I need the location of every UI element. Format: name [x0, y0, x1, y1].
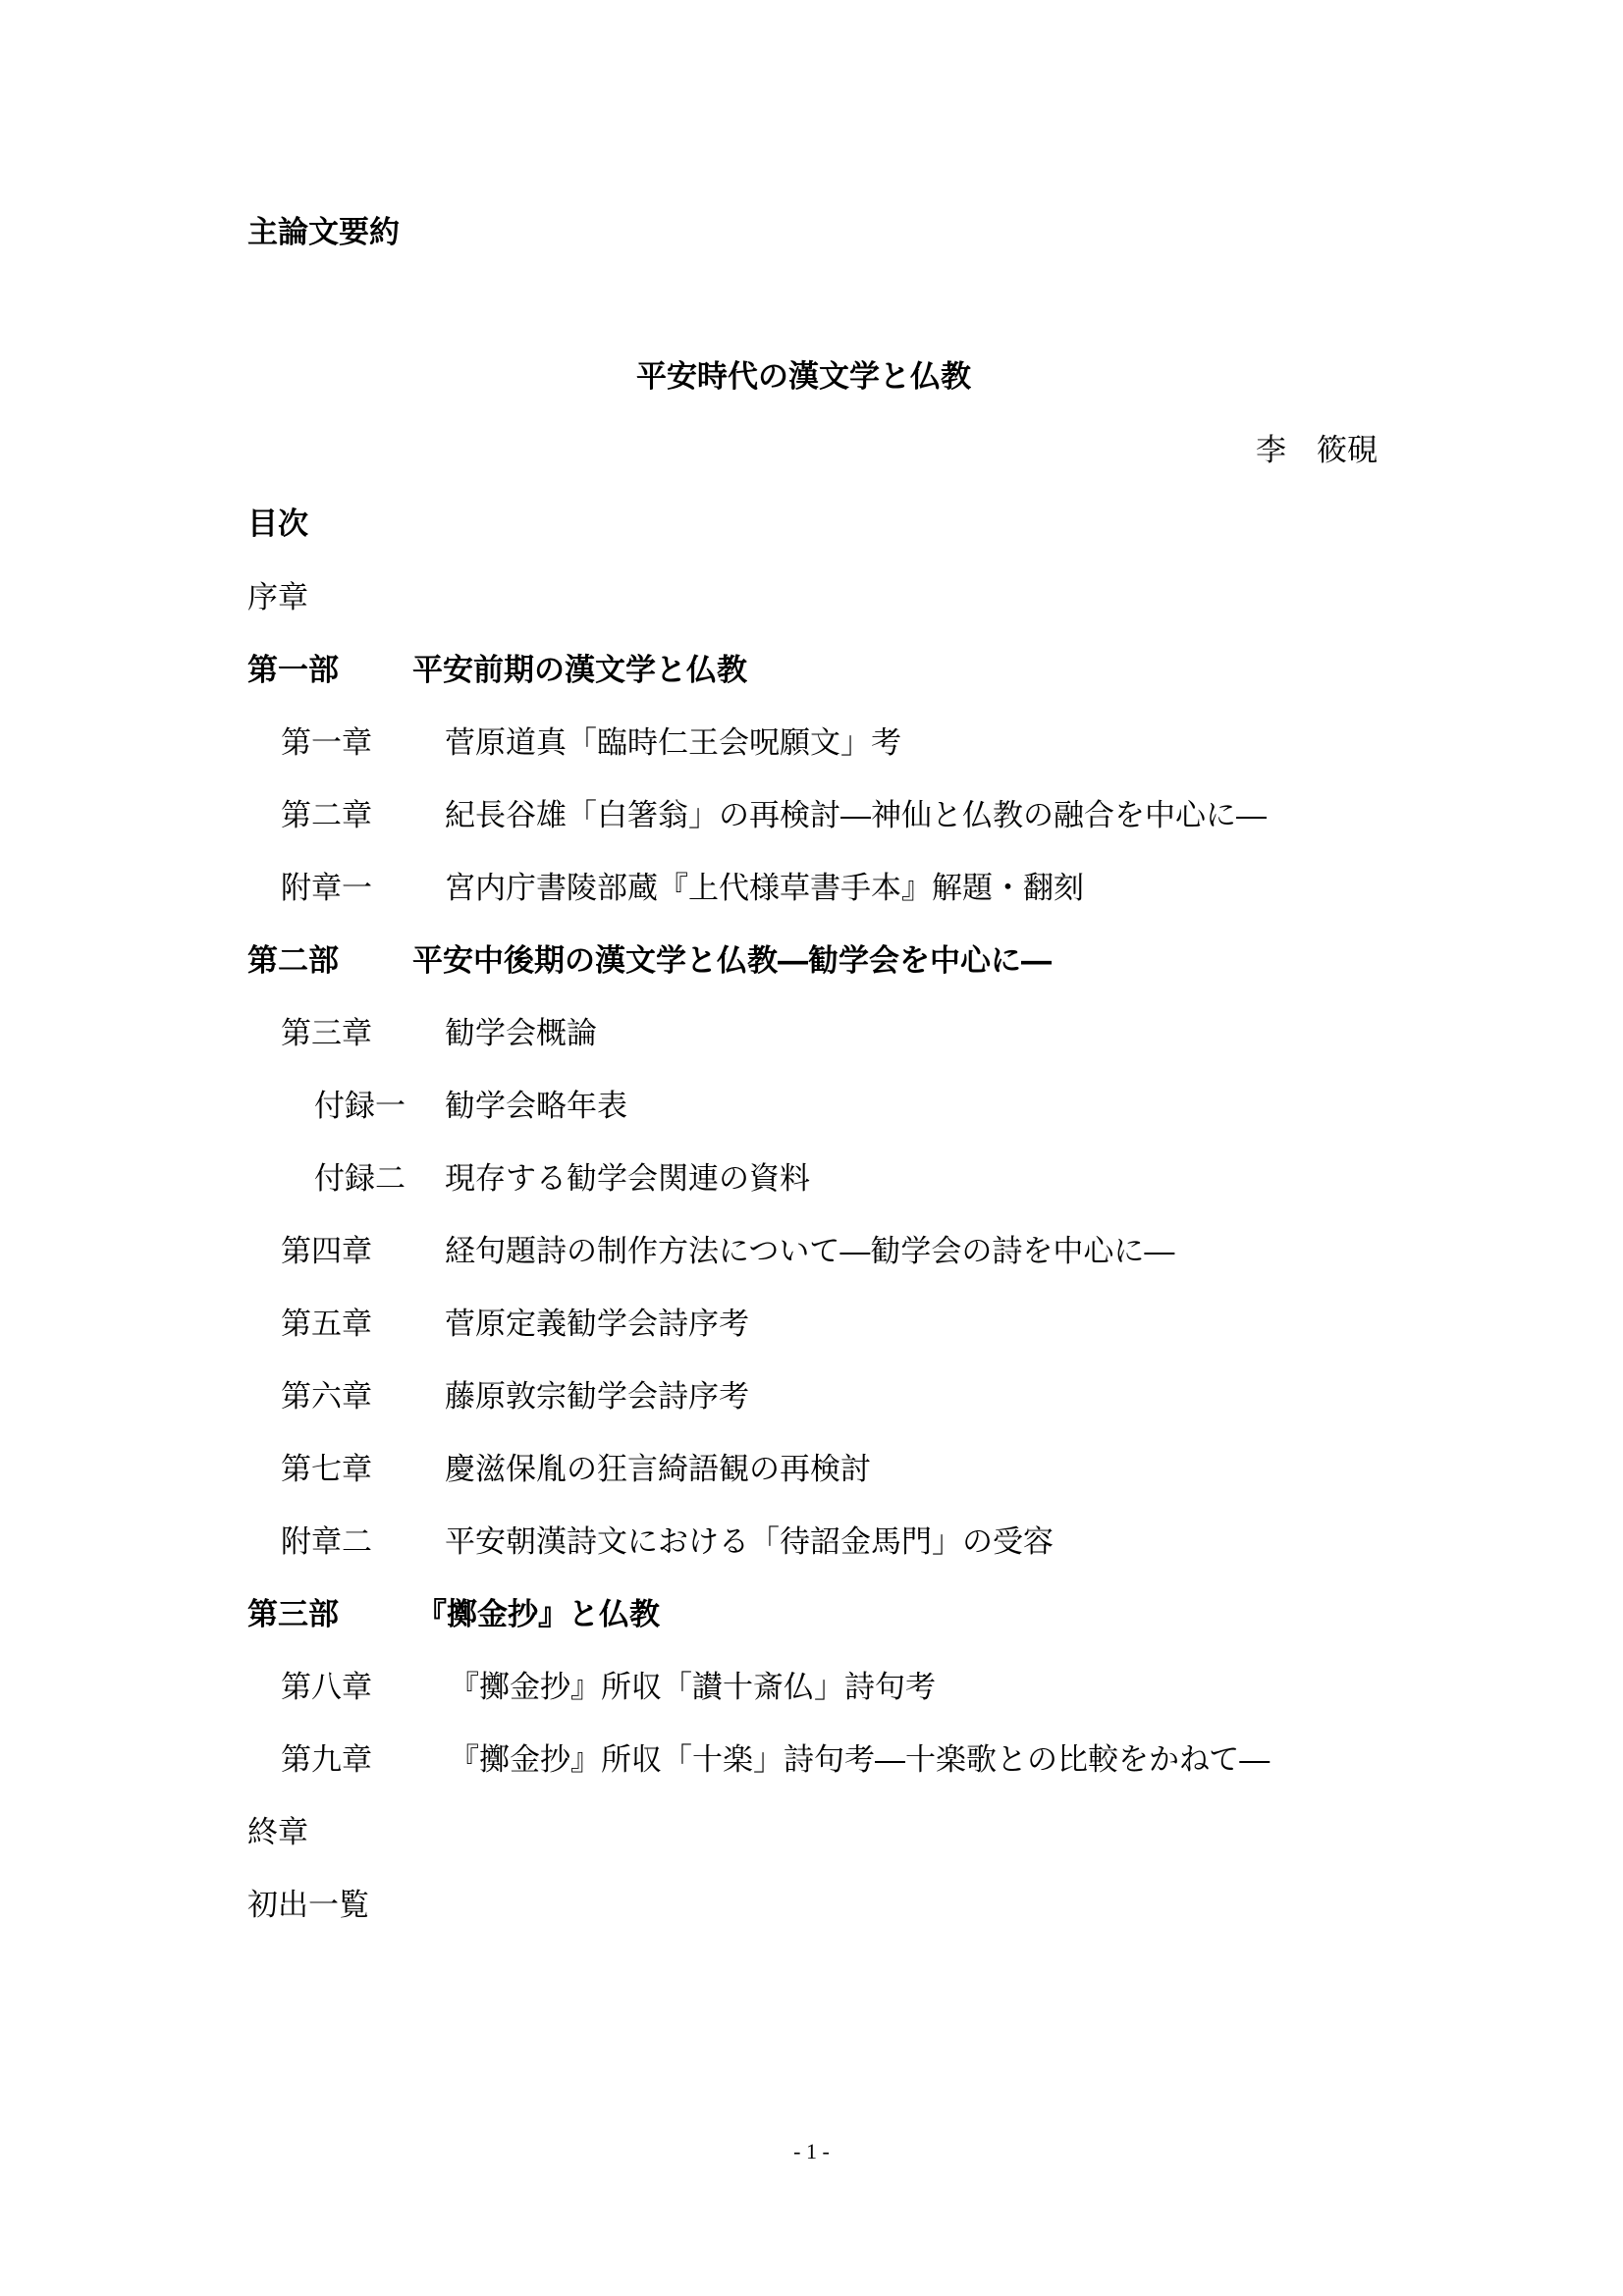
toc-entry-title: 経句題詩の制作方法について―勧学会の詩を中心に― [445, 1234, 1175, 1269]
toc-entry-title: 『擲金抄』所収「讃十斎仏」詩句考 [449, 1670, 936, 1705]
toc-entry-title: 藤原敦宗勧学会詩序考 [445, 1379, 749, 1415]
toc-entry-number: 終章 [247, 1815, 308, 1850]
toc-entry-title: 菅原定義勧学会詩序考 [445, 1307, 749, 1342]
toc-entry-number: 第四章 [281, 1234, 372, 1269]
toc-entry-title: 『擲金抄』と仏教 [416, 1597, 660, 1632]
toc-entry-title: 勧学会概論 [445, 1016, 597, 1051]
toc-entry-title: 勧学会略年表 [445, 1089, 627, 1124]
toc-entry-number: 第六章 [281, 1379, 372, 1415]
toc-entry-number: 第二部 [247, 943, 339, 979]
toc-entry-number: 第一章 [281, 725, 372, 761]
toc-entry-title: 宮内庁書陵部蔵『上代様草書手本』解題・翻刻 [445, 871, 1084, 906]
toc-entry-title: 紀長谷雄「白箸翁」の再検討―神仙と仏教の融合を中心に― [445, 798, 1267, 833]
toc-entry-number: 附章二 [281, 1524, 372, 1560]
toc-entry-title: 現存する勧学会関連の資料 [445, 1161, 810, 1197]
paper-title: 平安時代の漢文学と仏教 [636, 359, 971, 395]
toc-entry-number: 第三章 [281, 1016, 372, 1051]
toc-entry-title: 平安前期の漢文学と仏教 [412, 653, 747, 688]
toc-entry-number: 第九章 [281, 1742, 372, 1778]
summary-label: 主論文要約 [247, 215, 400, 250]
toc-entry-number: 付録二 [314, 1161, 406, 1197]
toc-entry-number: 附章一 [281, 871, 372, 906]
toc-entry-number: 第一部 [247, 653, 339, 688]
toc-entry-number: 第二章 [281, 798, 372, 833]
toc-entry-number: 第七章 [281, 1452, 372, 1487]
toc-entry-title: 平安朝漢詩文における「待詔金馬門」の受容 [445, 1524, 1054, 1560]
toc-entry-title: 『擲金抄』所収「十楽」詩句考―十楽歌との比較をかねて― [449, 1742, 1271, 1778]
toc-entry-title: 慶滋保胤の狂言綺語観の再検討 [445, 1452, 871, 1487]
toc-entry-title: 平安中後期の漢文学と仏教―勧学会を中心に― [412, 943, 1052, 979]
toc-entry-number: 付録一 [314, 1089, 406, 1124]
author-name: 李 筱硯 [1256, 433, 1378, 468]
toc-entry-number: 初出一覧 [247, 1888, 369, 1923]
page-number: - 1 - [793, 2139, 830, 2163]
toc-entry-number: 第五章 [281, 1307, 372, 1342]
toc-heading: 目次 [247, 507, 308, 542]
toc-entry-number: 第三部 [247, 1597, 339, 1632]
toc-entry-number: 序章 [247, 580, 308, 615]
toc-entry-title: 菅原道真「臨時仁王会呪願文」考 [445, 725, 901, 761]
toc-entry-number: 第八章 [281, 1670, 372, 1705]
